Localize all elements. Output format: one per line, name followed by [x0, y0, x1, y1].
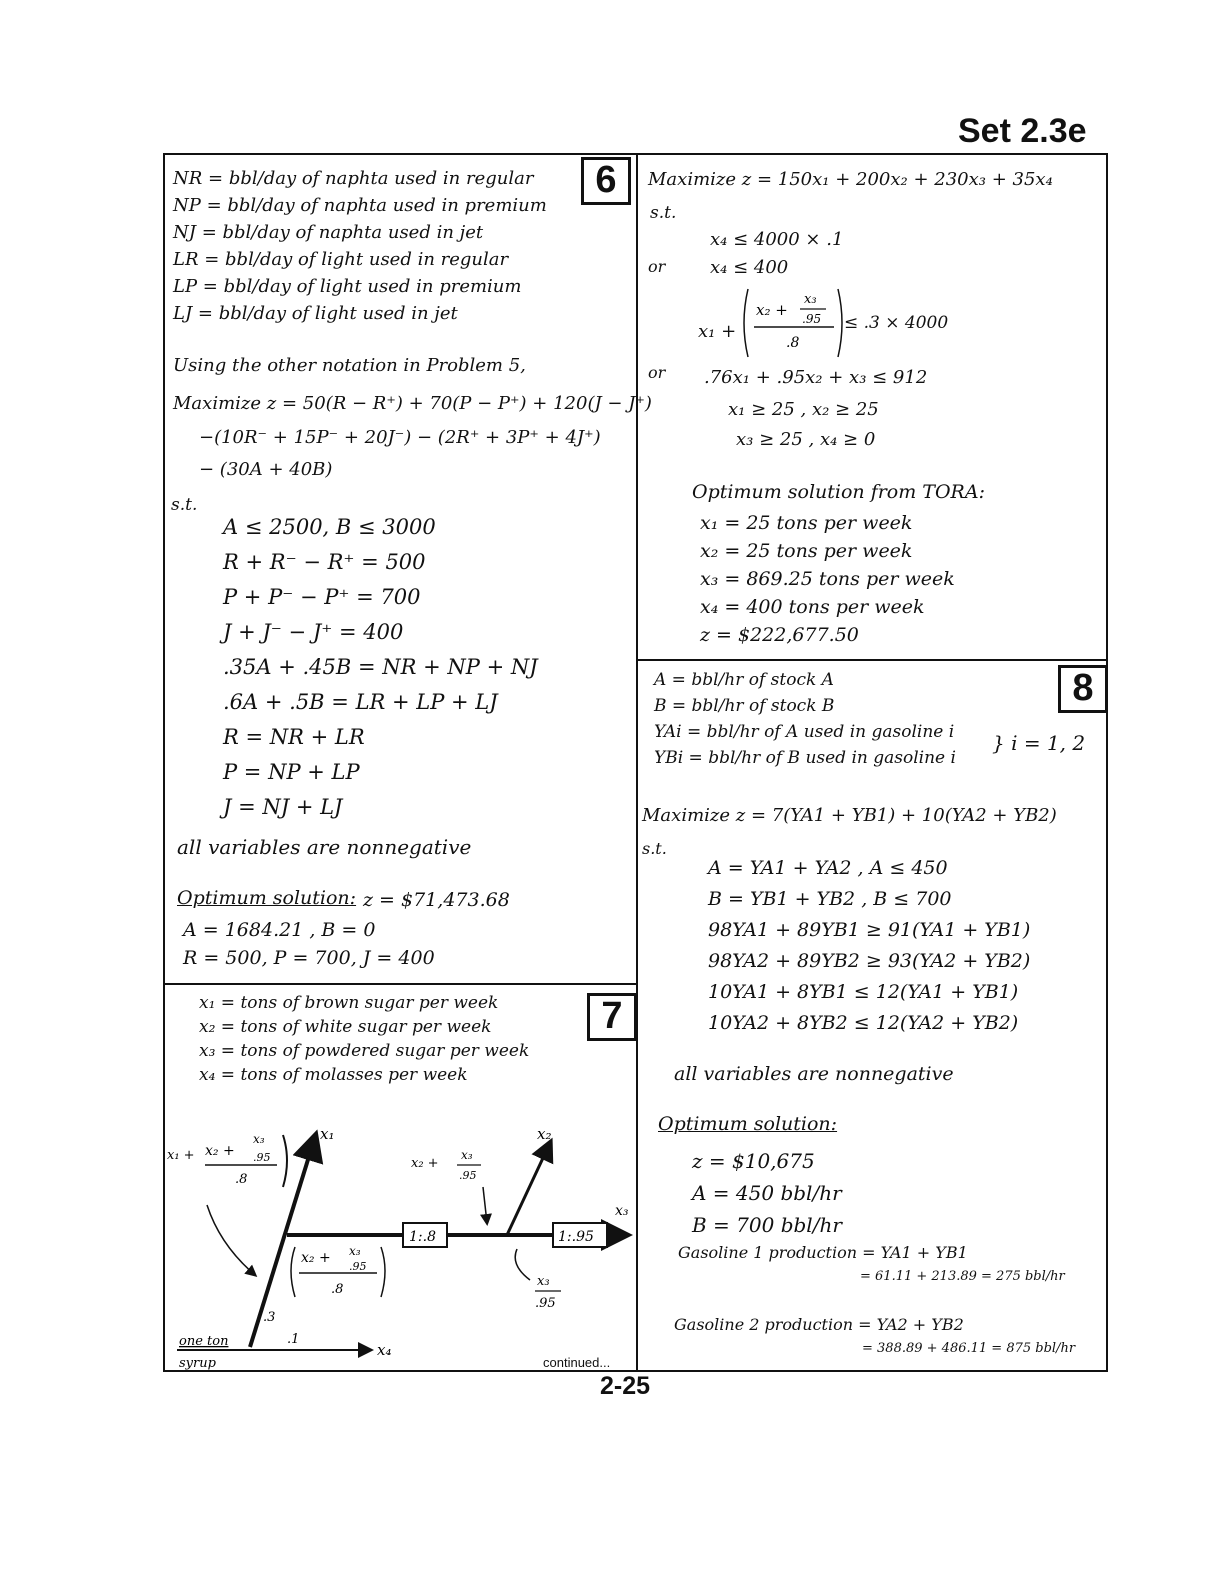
constraint-line: .6A + .5B = LR + LP + LJ — [223, 690, 498, 714]
constraint-line: J = NJ + LJ — [223, 795, 343, 819]
definition-line: YAi = bbl/hr of A used in gasoline i — [654, 722, 955, 742]
center-frac-8: .8 — [331, 1282, 344, 1297]
problem-7-definitions — [199, 991, 529, 1087]
problem-8-badge: 8 — [1058, 665, 1108, 713]
optimum-line: x₃ = 869.25 tons per week — [700, 568, 955, 590]
definition-line: B = bbl/hr of stock B — [654, 696, 835, 716]
constraint-line: A = YA1 + YA2 , A ≤ 450 — [708, 857, 948, 879]
problem-8-optimum-label: Optimum solution: — [658, 1113, 838, 1135]
problem-7-con2-x1: x₁ + — [698, 321, 737, 342]
x3-label: x₃ — [615, 1203, 629, 1219]
left-frac-95: .95 — [253, 1151, 271, 1164]
bottom-frac-95: .95 — [535, 1296, 556, 1311]
constraint-line: 98YA1 + 89YB1 ≥ 91(YA1 + YB1) — [708, 919, 1031, 941]
definition-line: LJ = bbl/day of light used in jet — [173, 303, 458, 324]
x4-label: x₄ — [377, 1341, 392, 1359]
problem-6-optimum-rpj: R = 500, P = 700, J = 400 — [183, 947, 435, 969]
syrup-label-1: one ton — [179, 1334, 229, 1349]
problem-7-objective: Maximize z = 150x₁ + 200x₂ + 230x₃ + 35x₄ — [648, 169, 1053, 190]
optimum-line: A = 450 bbl/hr — [692, 1181, 842, 1205]
top-frac-x3: x₃ — [461, 1148, 473, 1162]
definition-line: x₃ = tons of powdered sugar per week — [199, 1041, 530, 1061]
problem-8-nonnegative: all variables are nonnegative — [674, 1063, 954, 1085]
left-frac-x1: x₁ + — [167, 1148, 195, 1163]
syrup-label-2: syrup — [179, 1356, 216, 1370]
problem-6-optimum-label: Optimum solution: — [177, 887, 357, 909]
problem-8-index-note: } i = 1, 2 — [992, 731, 1086, 755]
continued-note: continued... — [543, 1355, 611, 1370]
optimum-line: x₁ = 25 tons per week — [700, 512, 913, 534]
ratio-box-2-label: 1:.95 — [558, 1229, 594, 1245]
constraint-line: B = YB1 + YB2 , B ≤ 700 — [708, 888, 952, 910]
optimum-line: x₄ = 400 tons per week — [700, 596, 925, 618]
optimum-line: B = 700 bbl/hr — [692, 1213, 842, 1237]
con2-95: .95 — [802, 312, 822, 326]
definition-line: NJ = bbl/day of naphta used in jet — [173, 222, 484, 243]
constraint-line: 98YA2 + 89YB2 ≥ 93(YA2 + YB2) — [708, 950, 1031, 972]
problem-6-objective-line-2: −(10R⁻ + 15P⁻ + 20J⁻) − (2R⁺ + 3P⁺ + 4J⁺) — [199, 427, 601, 448]
problem-7-or-1: or — [648, 257, 666, 276]
problem-7-panel — [163, 983, 638, 1372]
problem-7-con2b: .76x₁ + .95x₂ + x₃ ≤ 912 — [704, 367, 928, 388]
optimum-line: z = $10,675 — [692, 1149, 815, 1173]
sugar-flow-diagram — [165, 1115, 636, 1370]
definition-line: YBi = bbl/hr of B used in gasoline i — [654, 748, 956, 768]
optimum-line: x₂ = 25 tons per week — [700, 540, 913, 562]
top-frac-95: .95 — [459, 1169, 477, 1182]
definition-line: A = bbl/hr of stock A — [654, 670, 834, 690]
center-frac-x3: x₃ — [349, 1244, 361, 1258]
problem-8-st-label: s.t. — [642, 839, 667, 858]
problem-8-constraints — [708, 853, 1030, 1039]
problem-8-definitions — [654, 667, 956, 771]
problem-6-badge: 6 — [581, 157, 631, 205]
problem-6-optimum-z: z = $71,473.68 — [363, 889, 510, 911]
left-frac-x2: x₂ + — [205, 1143, 235, 1159]
x2-label: x₂ — [537, 1125, 552, 1143]
problem-6-optimum-ab: A = 1684.21 , B = 0 — [183, 919, 376, 941]
fraction-1: .1 — [287, 1332, 300, 1347]
set-title: Set 2.3e — [958, 112, 1087, 150]
problem-7-optimum — [700, 509, 955, 649]
constraint-line: R = NR + LR — [223, 725, 365, 749]
con2-8: .8 — [786, 335, 800, 351]
con2-x3: x₃ — [804, 292, 817, 307]
fraction-3: .3 — [263, 1310, 276, 1325]
problem-7-st-label: s.t. — [650, 203, 677, 223]
problem-6-constraints — [223, 510, 538, 825]
top-frac-x2: x₂ + — [411, 1156, 439, 1171]
problem-7-bounds-1: x₁ ≥ 25 , x₂ ≥ 25 — [728, 399, 879, 420]
constraint-line: P = NP + LP — [223, 760, 360, 784]
gasoline-1-production: Gasoline 1 production = YA1 + YB1 — [678, 1243, 968, 1262]
center-frac-x2: x₂ + — [301, 1250, 331, 1266]
problem-6-intro: Using the other notation in Problem 5, — [173, 355, 526, 376]
problem-7-badge: 7 — [587, 993, 637, 1041]
problem-7-bounds-2: x₃ ≥ 25 , x₄ ≥ 0 — [736, 429, 876, 450]
bottom-frac-x3: x₃ — [537, 1274, 550, 1289]
optimum-line: z = $222,677.50 — [700, 624, 859, 646]
definition-line: x₄ = tons of molasses per week — [199, 1065, 468, 1085]
definition-line: LP = bbl/day of light used in premium — [173, 276, 522, 297]
problem-6-objective-line-1: Maximize z = 50(R − R⁺) + 70(P − P⁺) + 120(J − J⁺) — [173, 393, 652, 414]
left-frac-x3: x₃ — [253, 1132, 265, 1146]
problem-8-panel — [636, 659, 1108, 1372]
problem-7-formulation-panel — [636, 153, 1108, 661]
problem-6-objective-line-3: − (30A + 40B) — [199, 459, 333, 480]
problem-7-con2-rhs: ≤ .3 × 4000 — [844, 313, 949, 333]
definition-line: NR = bbl/day of naphta used in regular — [173, 168, 534, 189]
definition-line: LR = bbl/day of light used in regular — [173, 249, 509, 270]
constraint-line: 10YA1 + 8YB1 ≤ 12(YA1 + YB1) — [708, 981, 1019, 1003]
gasoline-2-production: Gasoline 2 production = YA2 + YB2 — [674, 1315, 964, 1334]
definition-line: x₁ = tons of brown sugar per week — [199, 993, 499, 1013]
problem-6-panel — [163, 153, 652, 985]
problem-8-objective: Maximize z = 7(YA1 + YB1) + 10(YA2 + YB2) — [642, 805, 1057, 826]
gasoline-2-value: = 388.89 + 486.11 = 875 bbl/hr — [862, 1341, 1076, 1356]
constraint-line: A ≤ 2500, B ≤ 3000 — [223, 515, 436, 539]
con2-x2: x₂ + — [756, 301, 788, 319]
center-frac-95: .95 — [349, 1260, 367, 1273]
problem-7-or-2: or — [648, 363, 666, 382]
gasoline-1-value: = 61.11 + 213.89 = 275 bbl/hr — [860, 1269, 1065, 1284]
constraint-line: P + P⁻ − P⁺ = 700 — [223, 585, 421, 609]
constraint-line: .35A + .45B = NR + NP + NJ — [223, 655, 538, 679]
problem-7-con1b: x₄ ≤ 400 — [710, 257, 789, 278]
constraint-line: 10YA2 + 8YB2 ≤ 12(YA2 + YB2) — [708, 1012, 1019, 1034]
problem-6-definitions — [173, 165, 547, 327]
left-frac-8: .8 — [235, 1172, 248, 1187]
x1-label: x₁ — [320, 1125, 335, 1143]
page-number: 2-25 — [600, 1372, 651, 1400]
problem-6-nonnegative: all variables are nonnegative — [177, 835, 472, 859]
problem-6-st-label: s.t. — [171, 495, 198, 515]
problem-8-optimum — [692, 1145, 842, 1241]
problem-7-con1a: x₄ ≤ 4000 × .1 — [710, 229, 844, 250]
problem-7-optimum-label: Optimum solution from TORA: — [692, 481, 985, 503]
constraint-line: J + J⁻ − J⁺ = 400 — [223, 620, 404, 644]
definition-line: x₂ = tons of white sugar per week — [199, 1017, 492, 1037]
ratio-box-1-label: 1:.8 — [409, 1229, 436, 1245]
constraint-line: R + R⁻ − R⁺ = 500 — [223, 550, 426, 574]
definition-line: NP = bbl/day of naphta used in premium — [173, 195, 547, 216]
